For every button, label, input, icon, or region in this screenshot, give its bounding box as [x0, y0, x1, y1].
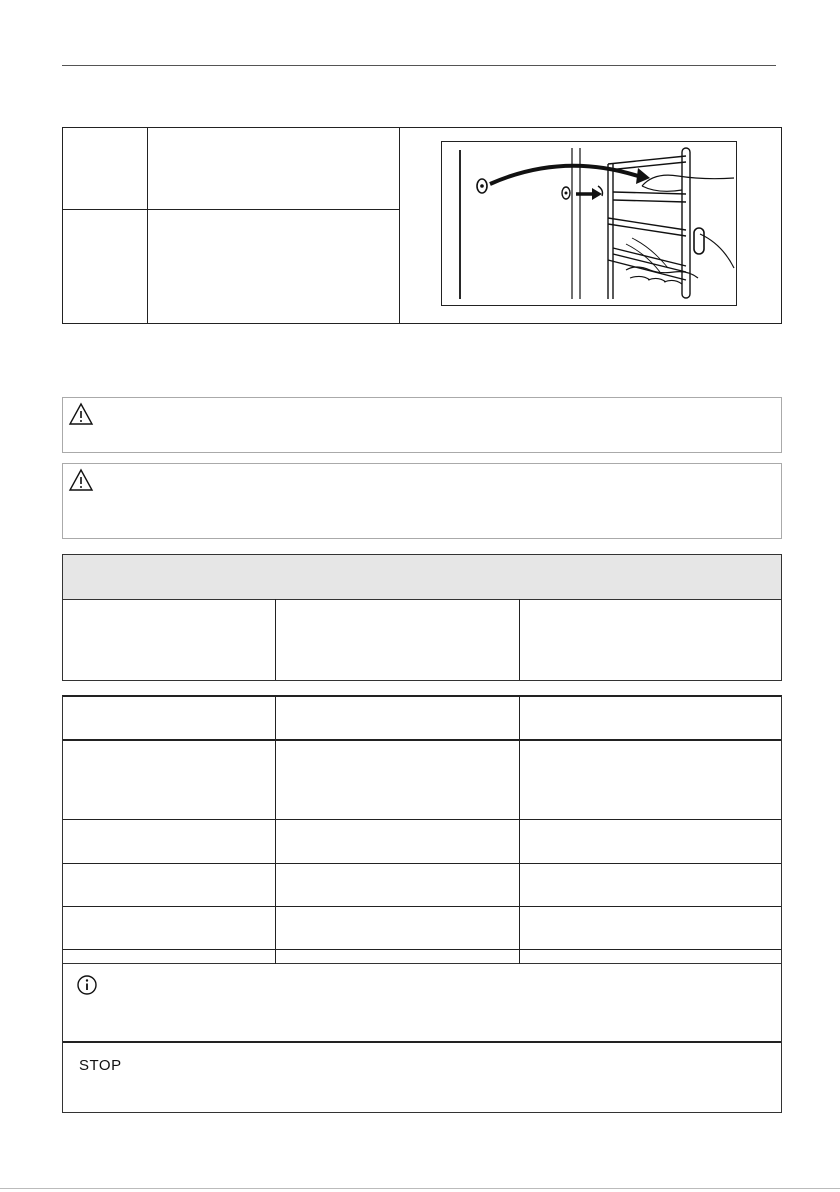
shelf-support-illustration	[441, 141, 737, 306]
header-table	[62, 554, 782, 681]
table-row	[63, 739, 781, 819]
table-row	[63, 906, 781, 949]
data-table	[62, 695, 782, 964]
data-table-row-rule-4	[63, 949, 781, 950]
data-table-header-cell	[63, 697, 275, 739]
illustration-cell	[399, 128, 781, 323]
stop-label: STOP	[79, 1057, 122, 1074]
info-circle-icon	[76, 974, 98, 996]
header-table-title-band	[63, 555, 781, 600]
warning-box-2	[62, 463, 782, 539]
header-cell-1	[63, 599, 275, 680]
info-stop-divider	[63, 1041, 781, 1043]
header-cell-2	[275, 599, 519, 680]
step-table	[62, 127, 782, 324]
header-cell-3	[519, 599, 781, 680]
top-divider	[62, 65, 776, 66]
step-2-number-cell	[63, 209, 147, 323]
shelf-support-drawing	[442, 142, 736, 305]
table-row	[63, 863, 781, 906]
step-1-number-cell	[63, 128, 147, 209]
table-row	[63, 819, 781, 863]
notes-box	[62, 964, 782, 1113]
step-1-text-cell	[147, 128, 399, 209]
warning-box-1	[62, 397, 782, 453]
warning-triangle-icon	[68, 468, 94, 492]
warning-triangle-icon	[68, 402, 94, 426]
bottom-edge-line	[0, 1188, 840, 1189]
step-2-text-cell	[147, 209, 399, 323]
